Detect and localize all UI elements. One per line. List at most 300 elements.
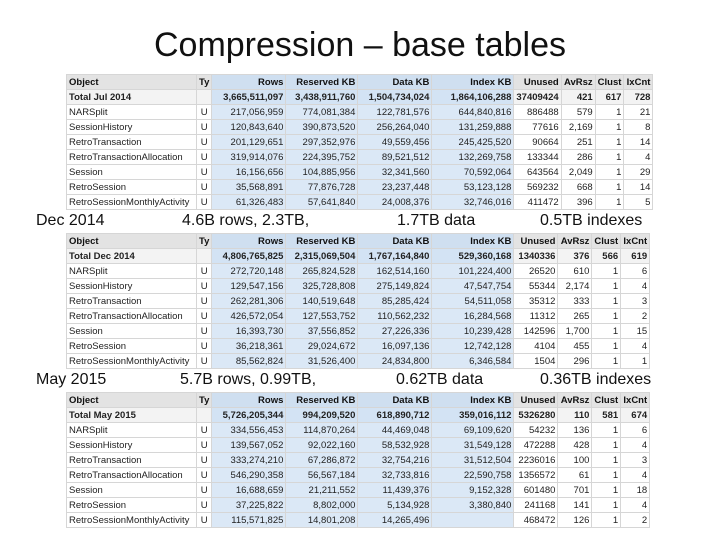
column-header-rows: Rows (212, 393, 286, 408)
cell-type: U (197, 453, 212, 468)
cell-unused: 5326280 (514, 408, 558, 423)
cell-type: U (197, 468, 212, 483)
cell-reserved-kb: 2,315,069,504 (286, 249, 358, 264)
cell-index-count: 14 (624, 180, 653, 195)
cell-index-count: 4 (621, 339, 650, 354)
cell-data-kb: 85,285,424 (358, 294, 432, 309)
column-header-type: Ty (197, 75, 212, 90)
column-header-data-kb: Data KB (358, 234, 432, 249)
cell-object: Total Dec 2014 (67, 249, 197, 264)
table-row (67, 120, 653, 135)
cell-rows: 36,218,361 (212, 339, 286, 354)
cell-index-count: 4 (621, 498, 650, 513)
table-row (67, 498, 650, 513)
cell-avg-row-size: 1,700 (558, 324, 592, 339)
cell-type (197, 249, 212, 264)
cell-data-kb: 1,504,734,024 (358, 90, 432, 105)
cell-unused: 886488 (514, 105, 561, 120)
column-header-type: Ty (197, 234, 212, 249)
table-row (67, 423, 650, 438)
cell-rows: 115,571,825 (212, 513, 286, 528)
table-row (67, 105, 653, 120)
cell-index-kb: 529,360,168 (432, 249, 514, 264)
caption-dec-2014-rows: 4.6B rows, 2.3TB, (182, 212, 310, 229)
cell-data-kb: 122,781,576 (358, 105, 432, 120)
cell-index-kb: 1,864,106,288 (432, 90, 514, 105)
cell-clustered: 1 (592, 324, 621, 339)
cell-data-kb: 49,559,456 (358, 135, 432, 150)
cell-index-kb: 22,590,758 (432, 468, 514, 483)
cell-clustered: 1 (592, 468, 621, 483)
cell-avg-row-size: 701 (558, 483, 592, 498)
cell-reserved-kb: 31,526,400 (286, 354, 358, 369)
cell-data-kb: 275,149,824 (358, 279, 432, 294)
cell-object: RetroSession (67, 339, 197, 354)
table-row (67, 339, 650, 354)
column-header-clustered: Clust (592, 393, 621, 408)
table-row (67, 309, 650, 324)
cell-type: U (197, 135, 212, 150)
cell-clustered: 1 (592, 354, 621, 369)
cell-index-kb: 644,840,816 (432, 105, 514, 120)
cell-index-kb: 101,224,400 (432, 264, 514, 279)
cell-unused: 55344 (514, 279, 558, 294)
cell-rows: 319,914,076 (212, 150, 286, 165)
cell-unused: 142596 (514, 324, 558, 339)
cell-data-kb: 16,097,136 (358, 339, 432, 354)
cell-data-kb: 1,767,164,840 (358, 249, 432, 264)
total-row (67, 249, 650, 264)
total-row (67, 90, 653, 105)
table-row (67, 324, 650, 339)
cell-avg-row-size: 333 (558, 294, 592, 309)
table-row (67, 483, 650, 498)
cell-data-kb: 23,237,448 (358, 180, 432, 195)
column-header-index-count: IxCnt (621, 393, 650, 408)
cell-clustered: 1 (592, 309, 621, 324)
cell-object: RetroSession (67, 180, 197, 195)
cell-rows: 129,547,156 (212, 279, 286, 294)
cell-type: U (197, 294, 212, 309)
cell-type: U (197, 264, 212, 279)
caption-may-2015-indexes: 0.36TB indexes (540, 371, 652, 388)
cell-index-count: 6 (621, 423, 650, 438)
cell-rows: 5,726,205,344 (212, 408, 286, 423)
cell-unused: 90664 (514, 135, 561, 150)
cell-type (197, 90, 212, 105)
cell-object: Total May 2015 (67, 408, 197, 423)
column-header-avg-row-size: AvRsz (558, 234, 592, 249)
cell-object: NARSplit (67, 264, 197, 279)
cell-data-kb: 24,008,376 (358, 195, 432, 210)
header-row (67, 234, 650, 249)
cell-clustered: 1 (592, 483, 621, 498)
cell-rows: 333,274,210 (212, 453, 286, 468)
column-header-unused: Unused (514, 393, 558, 408)
cell-index-count: 674 (621, 408, 650, 423)
column-header-index-kb: Index KB (432, 393, 514, 408)
cell-clustered: 1 (595, 180, 624, 195)
cell-rows: 546,290,358 (212, 468, 286, 483)
cell-reserved-kb: 56,567,184 (286, 468, 358, 483)
table-row (67, 294, 650, 309)
cell-reserved-kb: 390,873,520 (286, 120, 358, 135)
cell-clustered: 1 (592, 498, 621, 513)
cell-index-count: 4 (621, 468, 650, 483)
cell-index-count: 4 (624, 150, 653, 165)
column-header-unused: Unused (514, 75, 561, 90)
cell-reserved-kb: 21,211,552 (286, 483, 358, 498)
cell-data-kb: 32,733,816 (358, 468, 432, 483)
cell-avg-row-size: 2,174 (558, 279, 592, 294)
cell-reserved-kb: 297,352,976 (286, 135, 358, 150)
cell-avg-row-size: 376 (558, 249, 592, 264)
cell-reserved-kb: 57,641,840 (286, 195, 358, 210)
cell-clustered: 1 (592, 339, 621, 354)
cell-index-kb: 132,269,758 (432, 150, 514, 165)
cell-type: U (197, 180, 212, 195)
cell-avg-row-size: 141 (558, 498, 592, 513)
cell-index-count: 3 (621, 294, 650, 309)
cell-rows: 16,393,730 (212, 324, 286, 339)
cell-avg-row-size: 421 (561, 90, 595, 105)
column-header-reserved-kb: Reserved KB (286, 234, 358, 249)
cell-index-count: 29 (624, 165, 653, 180)
cell-index-kb: 359,016,112 (432, 408, 514, 423)
column-header-object: Object (67, 75, 197, 90)
cell-unused: 569232 (514, 180, 561, 195)
cell-reserved-kb: 67,286,872 (286, 453, 358, 468)
cell-avg-row-size: 296 (558, 354, 592, 369)
cell-reserved-kb: 104,885,956 (286, 165, 358, 180)
cell-index-kb: 245,425,520 (432, 135, 514, 150)
cell-rows: 16,688,659 (212, 483, 286, 498)
cell-rows: 61,326,483 (212, 195, 286, 210)
cell-object: SessionHistory (67, 279, 197, 294)
cell-avg-row-size: 126 (558, 513, 592, 528)
table-row (67, 150, 653, 165)
cell-object: SessionHistory (67, 120, 197, 135)
cell-unused: 411472 (514, 195, 561, 210)
cell-clustered: 1 (595, 105, 624, 120)
cell-rows: 334,556,453 (212, 423, 286, 438)
cell-data-kb: 24,834,800 (358, 354, 432, 369)
cell-unused: 601480 (514, 483, 558, 498)
cell-type: U (197, 105, 212, 120)
cell-type: U (197, 150, 212, 165)
cell-rows: 35,568,891 (212, 180, 286, 195)
cell-avg-row-size: 110 (558, 408, 592, 423)
cell-clustered: 1 (595, 120, 624, 135)
total-row (67, 408, 650, 423)
cell-unused: 26520 (514, 264, 558, 279)
cell-clustered: 1 (592, 453, 621, 468)
cell-reserved-kb: 92,022,160 (286, 438, 358, 453)
cell-avg-row-size: 579 (561, 105, 595, 120)
table-row (67, 279, 650, 294)
cell-reserved-kb: 114,870,264 (286, 423, 358, 438)
cell-unused: 1356572 (514, 468, 558, 483)
column-header-object: Object (67, 393, 197, 408)
cell-index-kb: 53,123,128 (432, 180, 514, 195)
column-header-clustered: Clust (595, 75, 624, 90)
cell-unused: 11312 (514, 309, 558, 324)
cell-index-count: 619 (621, 249, 650, 264)
cell-data-kb: 256,264,040 (358, 120, 432, 135)
cell-rows: 272,720,148 (212, 264, 286, 279)
column-header-avg-row-size: AvRsz (561, 75, 595, 90)
cell-unused: 643564 (514, 165, 561, 180)
cell-index-kb: 131,259,888 (432, 120, 514, 135)
cell-type: U (197, 423, 212, 438)
cell-index-kb: 9,152,328 (432, 483, 514, 498)
cell-rows: 16,156,656 (212, 165, 286, 180)
cell-reserved-kb: 127,553,752 (286, 309, 358, 324)
cell-unused: 35312 (514, 294, 558, 309)
cell-data-kb: 162,514,160 (358, 264, 432, 279)
cell-avg-row-size: 100 (558, 453, 592, 468)
cell-unused: 4104 (514, 339, 558, 354)
cell-data-kb: 27,226,336 (358, 324, 432, 339)
cell-type: U (197, 498, 212, 513)
cell-index-kb: 69,109,620 (432, 423, 514, 438)
cell-object: RetroTransactionAllocation (67, 309, 197, 324)
cell-avg-row-size: 286 (561, 150, 595, 165)
cell-avg-row-size: 2,169 (561, 120, 595, 135)
cell-reserved-kb: 29,024,672 (286, 339, 358, 354)
cell-avg-row-size: 61 (558, 468, 592, 483)
cell-reserved-kb: 77,876,728 (286, 180, 358, 195)
caption-may-2015-data: 0.62TB data (396, 371, 484, 388)
column-header-object: Object (67, 234, 197, 249)
cell-index-kb (432, 513, 514, 528)
cell-type: U (197, 513, 212, 528)
cell-object: RetroSessionMonthlyActivity (67, 195, 197, 210)
cell-index-count: 18 (621, 483, 650, 498)
cell-object: RetroTransactionAllocation (67, 150, 197, 165)
column-header-unused: Unused (514, 234, 558, 249)
caption-may-2015-rows: 5.7B rows, 0.99TB, (180, 371, 317, 388)
cell-data-kb: 11,439,376 (358, 483, 432, 498)
cell-rows: 85,562,824 (212, 354, 286, 369)
column-header-index-kb: Index KB (432, 234, 514, 249)
cell-unused: 54232 (514, 423, 558, 438)
cell-unused: 1504 (514, 354, 558, 369)
cell-rows: 201,129,651 (212, 135, 286, 150)
caption-dec-2014-indexes: 0.5TB indexes (540, 212, 643, 229)
table-row (67, 264, 650, 279)
cell-avg-row-size: 2,049 (561, 165, 595, 180)
cell-reserved-kb: 774,081,384 (286, 105, 358, 120)
table-may-2015 (66, 392, 650, 528)
cell-clustered: 581 (592, 408, 621, 423)
cell-object: RetroTransaction (67, 294, 197, 309)
cell-clustered: 1 (595, 165, 624, 180)
cell-rows: 3,665,511,097 (212, 90, 286, 105)
column-header-data-kb: Data KB (358, 393, 432, 408)
cell-index-count: 14 (624, 135, 653, 150)
column-header-rows: Rows (212, 75, 286, 90)
cell-rows: 262,281,306 (212, 294, 286, 309)
cell-avg-row-size: 251 (561, 135, 595, 150)
cell-clustered: 1 (592, 513, 621, 528)
cell-clustered: 1 (592, 423, 621, 438)
column-header-index-count: IxCnt (624, 75, 653, 90)
cell-data-kb: 14,265,496 (358, 513, 432, 528)
cell-index-count: 15 (621, 324, 650, 339)
cell-rows: 37,225,822 (212, 498, 286, 513)
cell-index-count: 21 (624, 105, 653, 120)
cell-avg-row-size: 428 (558, 438, 592, 453)
cell-type: U (197, 483, 212, 498)
slide-title: Compression – base tables (153, 26, 566, 64)
cell-object: NARSplit (67, 423, 197, 438)
cell-type: U (197, 279, 212, 294)
column-header-type: Ty (197, 393, 212, 408)
cell-unused: 133344 (514, 150, 561, 165)
cell-data-kb: 110,562,232 (358, 309, 432, 324)
cell-type: U (197, 309, 212, 324)
cell-object: SessionHistory (67, 438, 197, 453)
cell-unused: 468472 (514, 513, 558, 528)
cell-rows: 120,843,640 (212, 120, 286, 135)
cell-reserved-kb: 37,556,852 (286, 324, 358, 339)
cell-index-count: 6 (621, 264, 650, 279)
caption-dec-2014-label: Dec 2014 (36, 212, 105, 229)
cell-avg-row-size: 265 (558, 309, 592, 324)
column-header-index-count: IxCnt (621, 234, 650, 249)
caption-dec-2014-data: 1.7TB data (397, 212, 476, 229)
table-row (67, 513, 650, 528)
cell-unused: 77616 (514, 120, 561, 135)
cell-type: U (197, 120, 212, 135)
cell-object: Session (67, 483, 197, 498)
cell-object: Total Jul 2014 (67, 90, 197, 105)
cell-index-count: 2 (621, 309, 650, 324)
cell-clustered: 1 (595, 150, 624, 165)
cell-object: RetroTransaction (67, 135, 197, 150)
cell-clustered: 1 (595, 195, 624, 210)
cell-index-count: 4 (621, 279, 650, 294)
cell-clustered: 566 (592, 249, 621, 264)
table-row (67, 354, 650, 369)
cell-data-kb: 32,754,216 (358, 453, 432, 468)
cell-type: U (197, 354, 212, 369)
cell-type: U (197, 339, 212, 354)
cell-clustered: 1 (592, 279, 621, 294)
cell-clustered: 617 (595, 90, 624, 105)
cell-type: U (197, 324, 212, 339)
cell-index-count: 3 (621, 453, 650, 468)
cell-index-kb: 6,346,584 (432, 354, 514, 369)
cell-rows: 426,572,054 (212, 309, 286, 324)
cell-rows: 217,056,959 (212, 105, 286, 120)
column-header-index-kb: Index KB (432, 75, 514, 90)
cell-data-kb: 5,134,928 (358, 498, 432, 513)
cell-clustered: 1 (595, 135, 624, 150)
cell-unused: 241168 (514, 498, 558, 513)
table-jul-2014 (66, 74, 653, 210)
cell-unused: 37409424 (514, 90, 561, 105)
cell-object: RetroTransaction (67, 453, 197, 468)
cell-avg-row-size: 136 (558, 423, 592, 438)
cell-reserved-kb: 14,801,208 (286, 513, 358, 528)
table-row (67, 195, 653, 210)
table-row (67, 135, 653, 150)
cell-reserved-kb: 265,824,528 (286, 264, 358, 279)
cell-index-kb: 31,549,128 (432, 438, 514, 453)
cell-clustered: 1 (592, 438, 621, 453)
table-row (67, 468, 650, 483)
table-row (67, 165, 653, 180)
cell-avg-row-size: 668 (561, 180, 595, 195)
cell-object: Session (67, 324, 197, 339)
column-header-avg-row-size: AvRsz (558, 393, 592, 408)
cell-data-kb: 44,469,048 (358, 423, 432, 438)
cell-type: U (197, 195, 212, 210)
table-dec-2014 (66, 233, 650, 369)
cell-index-count: 4 (621, 438, 650, 453)
cell-clustered: 1 (592, 294, 621, 309)
cell-reserved-kb: 224,395,752 (286, 150, 358, 165)
cell-object: RetroSessionMonthlyActivity (67, 513, 197, 528)
cell-data-kb: 32,341,560 (358, 165, 432, 180)
cell-index-kb: 16,284,568 (432, 309, 514, 324)
header-row (67, 393, 650, 408)
column-header-rows: Rows (212, 234, 286, 249)
cell-unused: 2236016 (514, 453, 558, 468)
header-row (67, 75, 653, 90)
cell-unused: 1340336 (514, 249, 558, 264)
cell-index-count: 5 (624, 195, 653, 210)
cell-avg-row-size: 610 (558, 264, 592, 279)
cell-reserved-kb: 3,438,911,760 (286, 90, 358, 105)
cell-reserved-kb: 994,209,520 (286, 408, 358, 423)
column-header-data-kb: Data KB (358, 75, 432, 90)
table-row (67, 438, 650, 453)
cell-reserved-kb: 140,519,648 (286, 294, 358, 309)
table-row (67, 453, 650, 468)
cell-object: RetroTransactionAllocation (67, 468, 197, 483)
cell-type (197, 408, 212, 423)
cell-index-kb: 3,380,840 (432, 498, 514, 513)
cell-index-kb: 12,742,128 (432, 339, 514, 354)
column-header-reserved-kb: Reserved KB (286, 393, 358, 408)
cell-data-kb: 618,890,712 (358, 408, 432, 423)
column-header-clustered: Clust (592, 234, 621, 249)
cell-unused: 472288 (514, 438, 558, 453)
cell-index-count: 728 (624, 90, 653, 105)
cell-data-kb: 58,532,928 (358, 438, 432, 453)
cell-type: U (197, 438, 212, 453)
cell-object: NARSplit (67, 105, 197, 120)
cell-rows: 139,567,052 (212, 438, 286, 453)
cell-avg-row-size: 455 (558, 339, 592, 354)
cell-reserved-kb: 8,802,000 (286, 498, 358, 513)
cell-index-kb: 32,746,016 (432, 195, 514, 210)
cell-object: RetroSession (67, 498, 197, 513)
caption-may-2015-label: May 2015 (36, 371, 107, 388)
cell-index-count: 2 (621, 513, 650, 528)
column-header-reserved-kb: Reserved KB (286, 75, 358, 90)
cell-type: U (197, 165, 212, 180)
cell-index-kb: 10,239,428 (432, 324, 514, 339)
cell-index-count: 8 (624, 120, 653, 135)
cell-index-kb: 54,511,058 (432, 294, 514, 309)
cell-clustered: 1 (592, 264, 621, 279)
cell-index-kb: 31,512,504 (432, 453, 514, 468)
cell-object: RetroSessionMonthlyActivity (67, 354, 197, 369)
